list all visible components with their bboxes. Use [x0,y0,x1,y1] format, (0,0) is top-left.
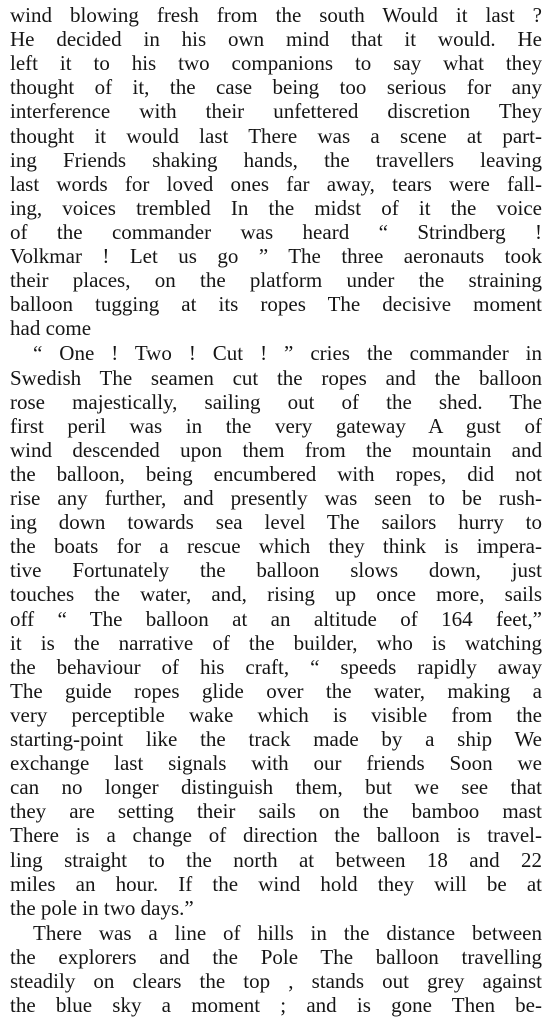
text-line: the explorers and the Pole The balloon travelling [10,944,542,969]
text-line: last words for loved ones far away, tears were fall- [10,171,542,196]
text-line: the balloon, being encumbered with ropes, did not [10,461,542,486]
text-line: balloon tugging at its ropes The decisive moment [10,292,542,317]
text-line: “ One ! Two ! Cut ! ” cries the commander in [33,341,542,366]
text-line: steadily on clears the top , stands out grey against [10,969,542,993]
text-line: wind descended upon them from the mountain and [10,437,542,462]
text-line: ing down towards sea level The sailors hurry to [10,510,542,535]
text-line: Swedish The seamen cut the ropes and the balloon [10,365,542,390]
text-line: of the commander was heard “ Strindberg ! [10,219,542,244]
text-line: the blue sky a moment ; and is gone Then be- [10,993,542,1017]
text-line: There was a line of hills in the distance between [33,920,542,945]
text-line: thought of it, the case being too serious for any [10,75,542,100]
text-line: wind blowing fresh from the south Would it last ? [10,3,542,27]
text-line: had come [10,316,92,341]
text-line: He decided in his own mind that it would. He [10,27,542,52]
text-line: The guide ropes glide over the water, making a [10,678,542,703]
text-line: left it to his two companions to say what they [10,51,542,76]
text-line: interference with their unfettered discretion They [10,99,542,124]
text-line: thought it would last There was a scene at part- [10,123,542,148]
text-line: touches the water, and, rising up once more, sails [10,582,542,607]
text-line: their places, on the platform under the straining [10,268,542,293]
text-line: can no longer distinguish them, but we see that [10,775,542,800]
text-line: exchange last signals with our friends Soon we [10,751,542,776]
text-line: ling straight to the north at between 18 and 22 [10,847,542,872]
text-line: miles an hour. If the wind hold they will be at [10,871,542,896]
text-line: the behaviour of his craft, “ speeds rapidly away [10,654,542,679]
text-line: off “ The balloon at an altitude of 164 feet,” [10,606,542,631]
text-line: first peril was in the very gateway A gust of [10,413,542,438]
text-line: rise any further, and presently was seen to be rush- [10,486,542,510]
text-line: rose majestically, sailing out of the shed. The [10,389,542,414]
text-line: Volkmar ! Let us go ” The three aeronauts took [10,244,542,268]
text-line: ing, voices trembled In the midst of it the voice [10,195,542,220]
text-line: ing Friends shaking hands, the travellers leaving [10,147,542,172]
text-line: tive Fortunately the balloon slows down, just [10,558,542,583]
text-line: the boats for a rescue which they think is impera- [10,534,542,559]
text-line: There is a change of direction the balloon is travel- [10,823,542,848]
text-line: starting-point like the track made by a ship We [10,727,542,751]
text-line: the pole in two days.” [10,895,194,920]
text-line: it is the narrative of the builder, who is watching [10,630,542,655]
text-line: they are setting their sails on the bamboo mast [10,799,542,824]
text-line: very perceptible wake which is visible from the [10,702,542,727]
